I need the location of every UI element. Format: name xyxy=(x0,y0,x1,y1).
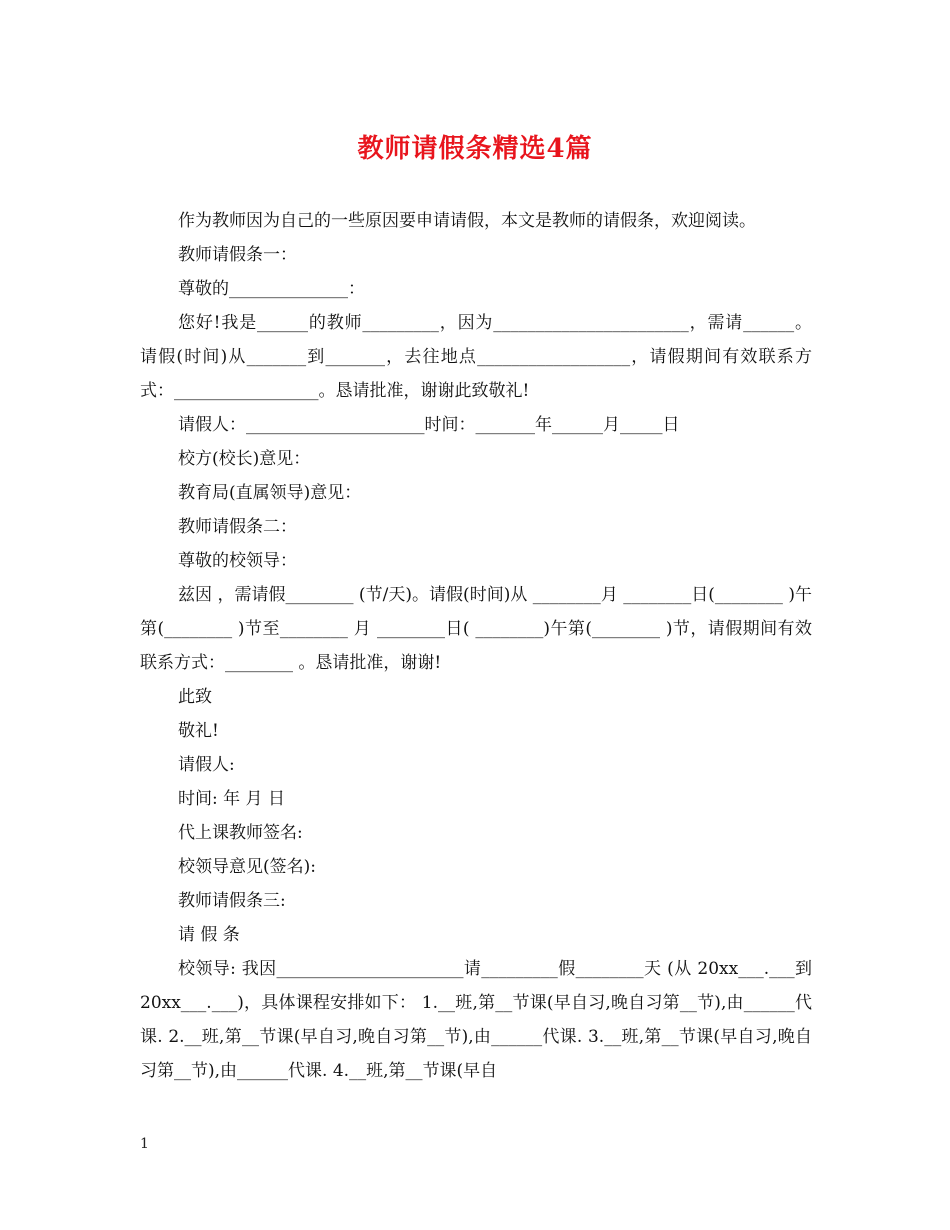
heading-note-two: 教师请假条二： xyxy=(178,517,297,537)
salutation-two: 尊敬的校领导： xyxy=(178,551,297,571)
closing-ci-zhi: 此致 xyxy=(178,687,212,707)
paragraph-intro: 作为教师因为自己的一些原因要申请请假，本文是教师的请假条，欢迎阅读。 xyxy=(178,211,756,231)
bureau-opinion: 教育局(直属领导)意见： xyxy=(178,483,362,503)
document-body xyxy=(140,204,812,1088)
leader-opinion-line: 校领导意见(签名): xyxy=(178,857,316,877)
paragraph-note-one-body: 您好!我是______的教师_________，因为_______________________，需请______。请假(时间)从_______到_______，去往地点__________________，请假期间有效联系方式：_________________。恳请批准，谢谢此致敬礼! xyxy=(140,313,812,401)
substitute-signature-line: 代上课教师签名: xyxy=(178,823,303,843)
heading-note-one: 教师请假条一： xyxy=(178,245,297,265)
applicant-line: 请假人: xyxy=(178,755,235,775)
page-number: 1 xyxy=(140,1136,149,1152)
signature-line-one: 请假人：_____________________时间：_______年______月_____日 xyxy=(178,415,680,435)
heading-note-three: 教师请假条三: xyxy=(178,891,286,911)
document-title: 教师请假条精选4篇 xyxy=(357,134,593,164)
date-line: 时间: 年 月 日 xyxy=(178,789,285,809)
paragraph-note-three-body: 校领导: 我因______________________请_________假________天 (从 20xx___.___到 20xx___.___)，具体课程安排如下： 1.__班,第__节课(早自习,晚自习第__节),由______代课. 2.__班,第__节课(早自习,晚自习第__节),由______代课. 3.__班,第__节课(早自习,晚自习第__节),由______代课. 4.__班,第__节课(早自 xyxy=(140,959,813,1081)
note-three-title: 请 假 条 xyxy=(178,925,240,945)
principal-opinion: 校方(校长)意见： xyxy=(178,449,311,469)
salutation-one: 尊敬的______________： xyxy=(178,279,365,299)
closing-jing-li: 敬礼! xyxy=(178,721,219,741)
paragraph-note-two-body: 兹因 ，需请假________ (节/天)。请假(时间)从 ________月 ________日(________ )午第(________ )节至________ 月 ________日( ________)午第(________ )节，请假期间有效联系方式：________ 。恳请批准，谢谢! xyxy=(140,585,812,673)
